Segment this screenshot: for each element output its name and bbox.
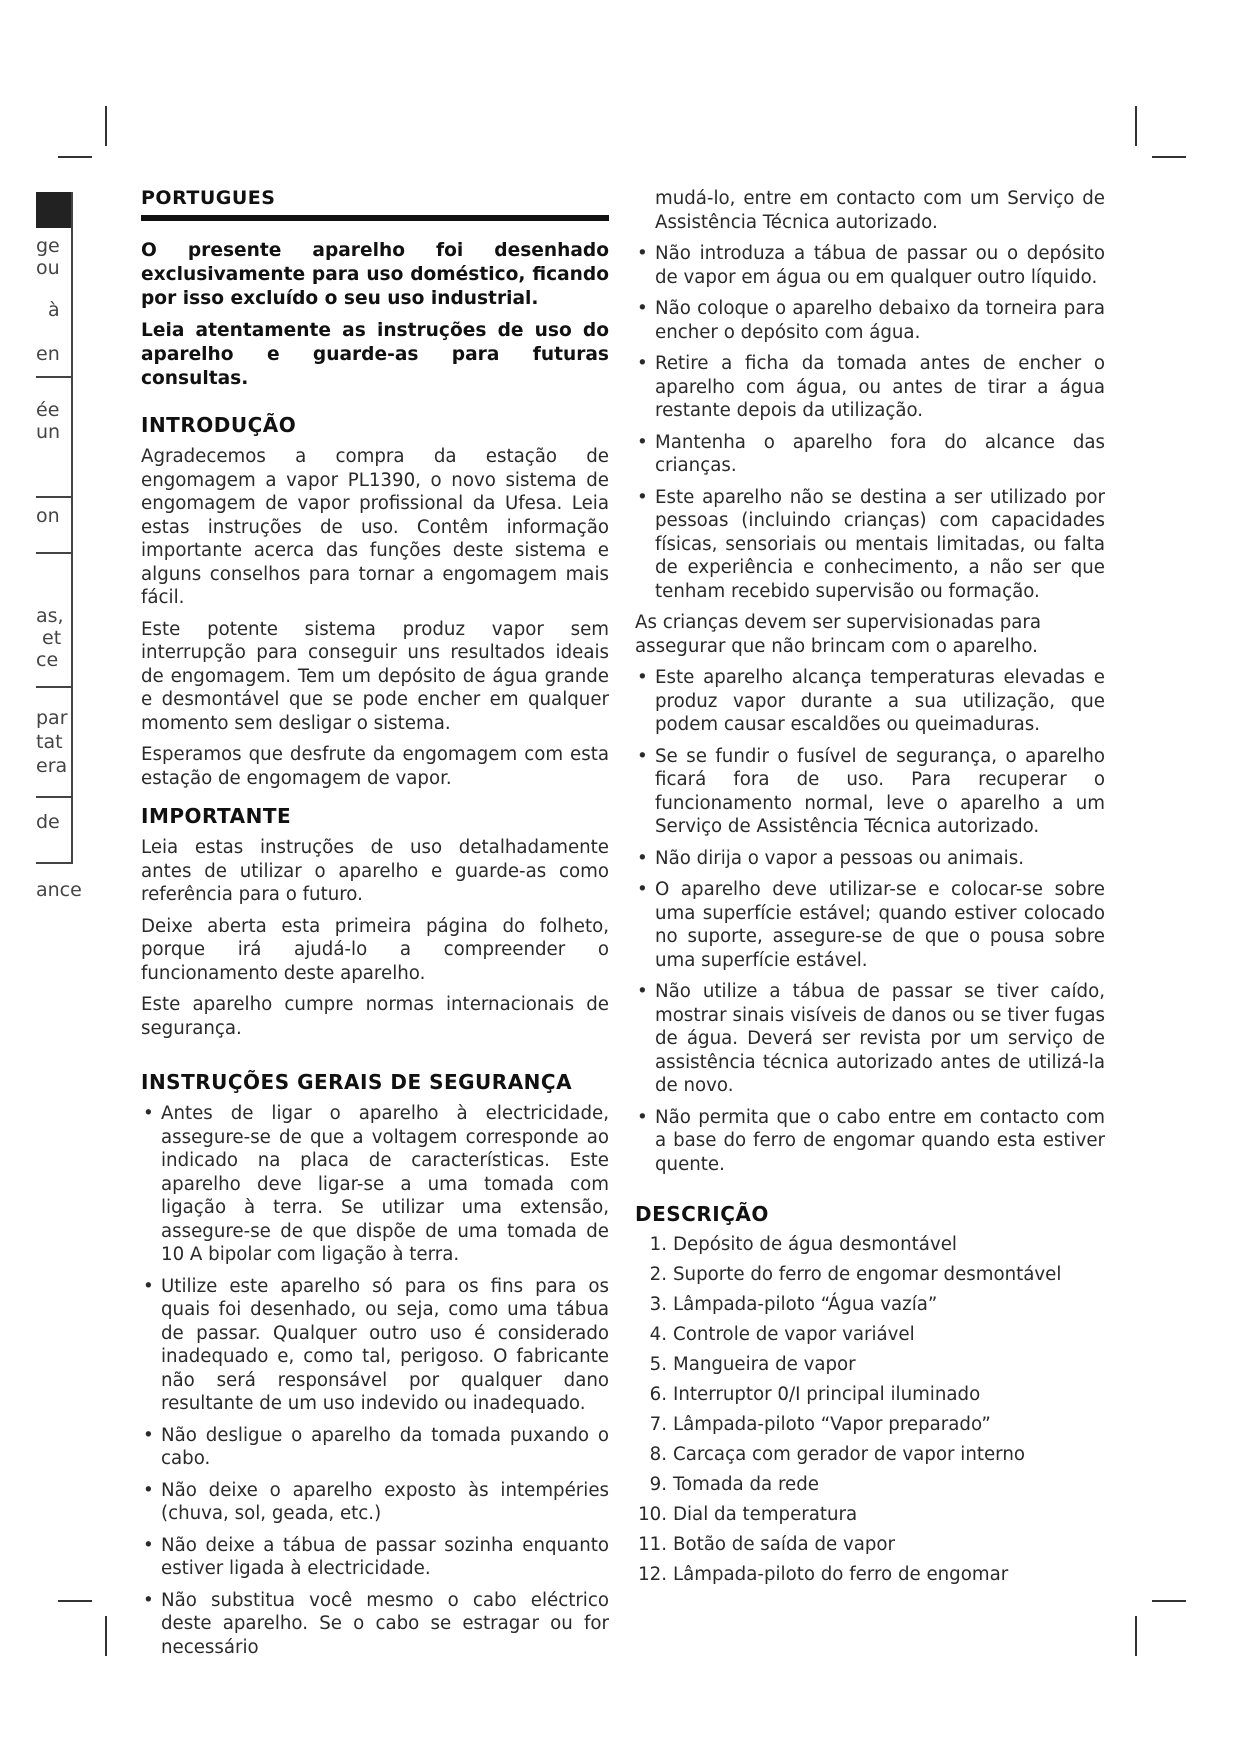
language-heading: PORTUGUES xyxy=(141,187,609,221)
crop-mark-top-left-vertical xyxy=(105,106,107,146)
edge-fragment: ou xyxy=(36,257,60,279)
descricao-item: 6. Interruptor 0/I principal iluminado xyxy=(649,1384,981,1405)
edge-rule xyxy=(36,686,72,688)
crop-mark-bottom-right xyxy=(1152,1600,1186,1602)
descricao-item: 1. Depósito de água desmontável xyxy=(649,1234,957,1255)
introducao-paragraph: Esperamos que desfrute da engomagem com esta estação de engomagem de vapor. xyxy=(141,744,609,789)
importante-paragraph: Leia estas instruções de uso detalhadamente antes de utilizar o aparelho e guarde-as como referência para o futuro. xyxy=(141,837,609,905)
edge-rule xyxy=(36,862,72,864)
descricao-item: 11. Botão de saída de vapor xyxy=(638,1534,896,1555)
seguranca-item: • Antes de ligar o aparelho à electricidade, assegure-se de que a voltagem corresponde ao indicado na placa de características. Este aparelho deve ligar-se a uma tomada com ligação à terra. Se utilizar uma extensão, assegure-se de que dispõe de uma tomada de 10 A bipolar com ligação à terra. xyxy=(141,1102,609,1267)
edge-fragment: ge xyxy=(36,235,60,257)
seguranca-continuation: mudá-lo, entre em contacto com um Serviço de Assistência Técnica autorizado. xyxy=(655,188,1105,233)
seguranca-item: • Não utilize a tábua de passar se tiver caído, mostrar sinais visíveis de danos ou se tiver fugas de água. Deverá ser revista por um serviço de assistência técnica autorizado antes de utilizá-la de novo. xyxy=(635,980,1105,1098)
descricao-item: 7. Lâmpada-piloto “Vapor preparado” xyxy=(649,1414,991,1435)
seguranca-item: • Retire a ficha da tomada antes de encher o aparelho com água, ou antes de tirar a água restante depois da utilização. xyxy=(635,352,1105,423)
crop-mark-bottom-left-vertical xyxy=(105,1616,107,1656)
introducao-heading: INTRODUÇÃO xyxy=(141,413,297,437)
descricao-item: 12. Lâmpada-piloto do ferro de engomar xyxy=(638,1564,1009,1585)
crop-mark-top-left xyxy=(58,156,92,158)
edge-fragment: en xyxy=(36,343,60,365)
children-note: As crianças devem ser supervisionadas para assegurar que não brincam com o aparelho. xyxy=(635,612,1042,657)
descricao-item: 8. Carcaça com gerador de vapor interno xyxy=(649,1444,1025,1465)
seguranca-item: • Utilize este aparelho só para os fins para os quais foi desenhado, ou seja, como uma tábua de passar. Qualquer outro uso é considerado inadequado e, como tal, perigoso. O fabricante não será responsável por qualquer dano resultante de um uso indevido ou inadequado. xyxy=(141,1275,609,1416)
importante-paragraph: Deixe aberta esta primeira página do folheto, porque irá ajudá-lo a compreender o funcionamento deste aparelho. xyxy=(141,915,609,984)
seguranca-item: • Não desligue o aparelho da tomada puxando o cabo. xyxy=(141,1424,609,1471)
lead-paragraph: Leia atentamente as instruções de uso do aparelho e guarde-as para futuras consultas. xyxy=(141,320,609,389)
edge-fragment: ance xyxy=(36,879,82,901)
crop-mark-bottom-left xyxy=(58,1600,92,1602)
edge-fragment: de xyxy=(36,811,60,833)
seguranca-item: • Não coloque o aparelho debaixo da torneira para encher o depósito com água. xyxy=(635,297,1105,344)
edge-fragment: on xyxy=(36,505,60,527)
crop-mark-bottom-right-vertical xyxy=(1135,1616,1137,1656)
descricao-item: 10. Dial da temperatura xyxy=(638,1504,858,1525)
seguranca-list-right-a xyxy=(635,242,1105,603)
seguranca-item: • O aparelho deve utilizar-se e colocar-se sobre uma superfície estável; quando estiver colocado no suporte, assegure-se de que o pousa sobre uma superfície estável. xyxy=(635,878,1105,972)
seguranca-item: • Não permita que o cabo entre em contacto com a base do ferro de engomar quando esta estiver quente. xyxy=(635,1106,1105,1177)
edge-fragment: par xyxy=(36,707,68,729)
crop-mark-top-right-vertical xyxy=(1135,106,1137,146)
lead-paragraph: O presente aparelho foi desenhado exclusivamente para uso doméstico, ficando por isso excluído o seu uso industrial. xyxy=(141,240,609,309)
seguranca-list-right-b xyxy=(635,666,1105,1176)
edge-fragment: un xyxy=(36,421,61,443)
descricao-item: 2. Suporte do ferro de engomar desmontável xyxy=(649,1264,1062,1285)
left-column xyxy=(141,187,609,1667)
edge-fragment: ée xyxy=(36,399,60,421)
descricao-item: 3. Lâmpada-piloto “Água vazía” xyxy=(649,1294,938,1315)
edge-fragment: era xyxy=(36,755,68,777)
edge-rule xyxy=(36,552,72,554)
edge-fragment: ce xyxy=(36,649,59,671)
seguranca-item: • Mantenha o aparelho fora do alcance das crianças. xyxy=(635,431,1105,478)
descricao-item: 4. Controle de vapor variável xyxy=(649,1324,915,1345)
edge-rule xyxy=(36,796,72,798)
seguranca-item: • Não deixe a tábua de passar sozinha enquanto estiver ligada à electricidade. xyxy=(141,1534,609,1581)
importante-heading: IMPORTANTE xyxy=(141,804,292,828)
descricao-heading: DESCRIÇÃO xyxy=(635,1202,769,1226)
seguranca-item: • Se se fundir o fusível de segurança, o aparelho ficará fora de uso. Para recuperar o funcionamento normal, leve o aparelho a um Serviço de Assistência Técnica autorizado. xyxy=(635,745,1105,839)
seguranca-item: • Este aparelho não se destina a ser utilizado por pessoas (incluindo crianças) com capacidades físicas, sensoriais ou mentais limitadas, ou falta de experiência e conhecimento, a não ser que tenham recebido supervisão ou formação. xyxy=(635,486,1105,604)
seguranca-item: • Não deixe o aparelho exposto às intempéries (chuva, sol, geada, etc.) xyxy=(141,1479,609,1526)
introducao-paragraph: Agradecemos a compra da estação de engomagem a vapor PL1390, o novo sistema de engomagem de vapor profissional da Ufesa. Leia estas instruções de uso. Contêm informação importante acerca das funções deste sistema e alguns conselhos para tornar a engomagem mais fácil. xyxy=(141,446,609,608)
seguranca-item: • Não introduza a tábua de passar ou o depósito de vapor em água ou em qualquer outro líquido. xyxy=(635,242,1105,289)
edge-fragment: à xyxy=(48,299,60,321)
right-column xyxy=(635,187,1105,1590)
edge-rule xyxy=(36,496,72,498)
descricao-item: 9. Tomada da rede xyxy=(649,1474,819,1495)
edge-fragment: et xyxy=(42,627,62,649)
seguranca-list-left xyxy=(141,1102,609,1659)
importante-paragraph: Este aparelho cumpre normas internacionais de segurança. xyxy=(141,994,609,1039)
edge-tab-marker xyxy=(36,192,72,228)
seguranca-heading: INSTRUÇÕES GERAIS DE SEGURANÇA xyxy=(141,1070,573,1094)
edge-rule xyxy=(36,376,72,378)
seguranca-item: • Este aparelho alcança temperaturas elevadas e produz vapor durante a sua utilização, que podem causar escaldões ou queimaduras. xyxy=(635,666,1105,737)
seguranca-item: • Não dirija o vapor a pessoas ou animais. xyxy=(635,847,1105,871)
seguranca-item: • Não substitua você mesmo o cabo eléctrico deste aparelho. Se o cabo se estragar ou for necessário xyxy=(141,1589,609,1660)
edge-fragment: tat xyxy=(36,731,63,753)
descricao-item: 5. Mangueira de vapor xyxy=(649,1354,856,1375)
descricao-list xyxy=(635,1230,1105,1590)
crop-mark-top-right xyxy=(1152,156,1186,158)
introducao-paragraph: Este potente sistema produz vapor sem interrupção para conseguir uns resultados ideais de engomagem. Tem um depósito de água grande e desmontável que se pode encher em qualquer momento sem desligar o sistema. xyxy=(141,618,609,734)
edge-fragment: as, xyxy=(36,605,64,627)
lead-notice xyxy=(141,239,609,391)
